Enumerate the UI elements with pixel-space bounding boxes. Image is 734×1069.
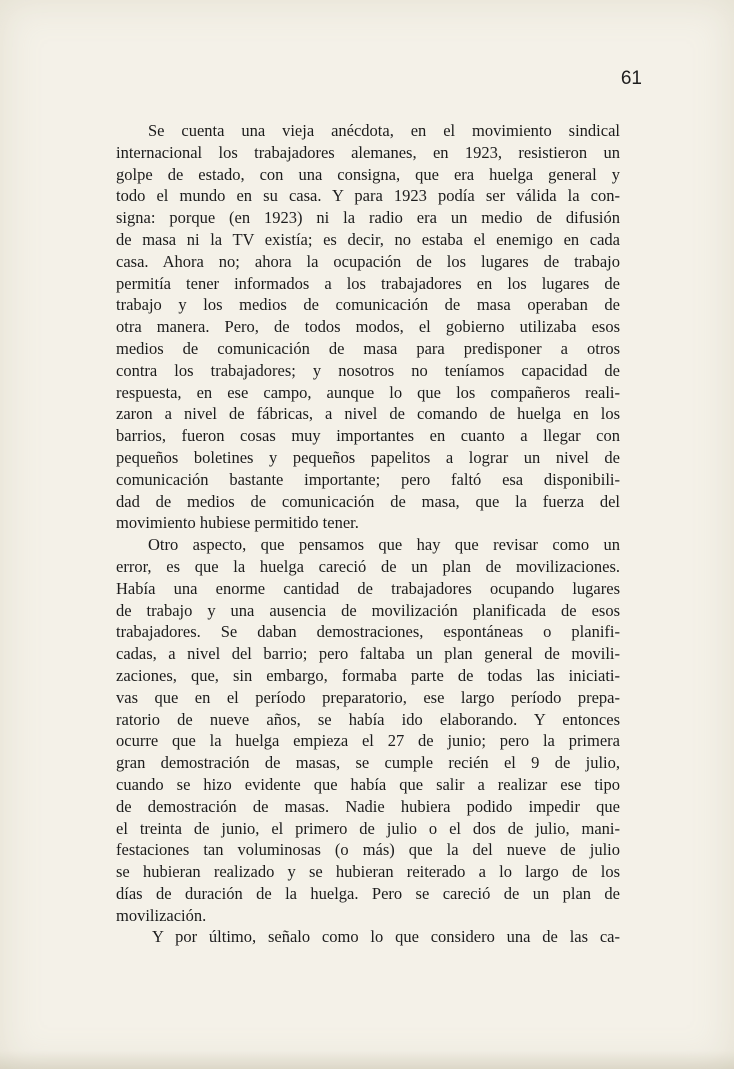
text-line: gran demostración de masas, se cumple recién el 9 de julio, bbox=[116, 753, 620, 773]
text-line: permitía tener informados a los trabajadores en los lugares de bbox=[116, 273, 620, 293]
page-number: 61 bbox=[620, 68, 642, 89]
text-line: error, es que la huelga careció de un plan de movilizaciones. bbox=[116, 556, 620, 576]
text-line: Otro aspecto, que pensamos que hay que revisar como un bbox=[148, 535, 620, 555]
text-line: de trabajo y una ausencia de movilización planificada de esos bbox=[116, 600, 620, 620]
text-line: zaciones, que, sin embargo, formaba parte de todas las iniciati- bbox=[116, 665, 620, 685]
text-line: zaron a nivel de fábricas, a nivel de comando de huelga en los bbox=[116, 404, 620, 424]
text-line: casa. Ahora no; ahora la ocupación de los lugares de trabajo bbox=[116, 251, 620, 271]
text-line: todo el mundo en su casa. Y para 1923 podía ser válida la con- bbox=[116, 186, 620, 206]
text-line: Había una enorme cantidad de trabajadores ocupando lugares bbox=[116, 578, 620, 598]
text-line: comunicación bastante importante; pero faltó esa disponibili- bbox=[116, 469, 620, 489]
text-line: dad de medios de comunicación de masa, que la fuerza del bbox=[116, 491, 620, 511]
text-line: cuando se hizo evidente que había que salir a realizar ese tipo bbox=[116, 774, 620, 794]
text-line: respuesta, en ese campo, aunque lo que los compañeros reali- bbox=[116, 382, 620, 402]
text-line: trabajo y los medios de comunicación de masa operaban de bbox=[116, 295, 620, 315]
text-line: de masa ni la TV existía; es decir, no estaba el enemigo en cada bbox=[116, 229, 620, 249]
text-line: cadas, a nivel del barrio; pero faltaba un plan general de movili- bbox=[116, 644, 620, 664]
text-line: golpe de estado, con una consigna, que era huelga general y bbox=[116, 164, 620, 184]
text-line: Y por último, señalo como lo que considero una de las ca- bbox=[152, 927, 620, 947]
text-line: el treinta de junio, el primero de julio o el dos de julio, mani- bbox=[116, 818, 620, 838]
text-line: pequeños boletines y pequeños papelitos a lograr un nivel de bbox=[116, 447, 620, 467]
text-line: de demostración de masas. Nadie hubiera podido impedir que bbox=[116, 796, 620, 816]
text-line: festaciones tan voluminosas (o más) que la del nueve de julio bbox=[116, 840, 620, 860]
text-line: otra manera. Pero, de todos modos, el gobierno utilizaba esos bbox=[116, 317, 620, 337]
text-line: Se cuenta una vieja anécdota, en el movimiento sindical bbox=[148, 121, 620, 140]
text-line: ocurre que la huelga empieza el 27 de junio; pero la primera bbox=[116, 731, 620, 751]
page-bottom-edge bbox=[0, 1051, 734, 1069]
body-text bbox=[116, 120, 620, 948]
text-line: vas que en el período preparatorio, ese largo período prepa- bbox=[116, 687, 620, 707]
text-line: barrios, fueron cosas muy importantes en cuanto a llegar con bbox=[116, 426, 620, 446]
text-line: contra los trabajadores; y nosotros no teníamos capacidad de bbox=[116, 360, 620, 380]
text-line: días de duración de la huelga. Pero se careció de un plan de bbox=[116, 883, 620, 903]
text-line: se hubieran realizado y se hubieran reiterado a lo largo de los bbox=[116, 862, 620, 882]
text-line: movilización. bbox=[116, 905, 207, 925]
text-line: internacional los trabajadores alemanes, en 1923, resistieron un bbox=[116, 142, 620, 162]
text-line: trabajadores. Se daban demostraciones, espontáneas o planifi- bbox=[116, 622, 620, 642]
text-line: signa: porque (en 1923) ni la radio era un medio de difusión bbox=[116, 208, 620, 228]
text-line: movimiento hubiese permitido tener. bbox=[116, 513, 359, 533]
text-line: medios de comunicación de masa para predisponer a otros bbox=[116, 338, 620, 358]
text-line: ratorio de nueve años, se había ido elaborando. Y entonces bbox=[116, 709, 620, 729]
